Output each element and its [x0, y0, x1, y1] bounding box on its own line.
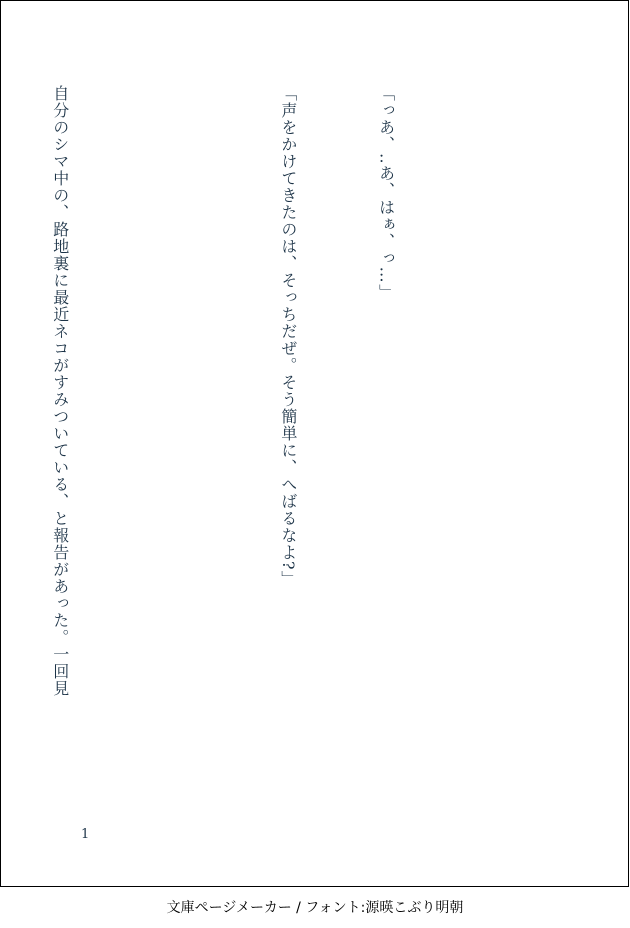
- text-line: 「っあ、‥あ、はぁ、っ…」: [376, 85, 396, 301]
- text-line: 自分のシマ中の、路地裏に最近ネコがすみついている、と報告があった。一回見: [50, 85, 70, 697]
- footer-caption: 文庫ページメーカー / フォント:源暎こぶり明朝: [166, 900, 464, 916]
- vertical-text-body: [0, 85, 532, 805]
- page-number: 1: [81, 827, 90, 842]
- text-line: 「声をかけてきたのは、そっちだぜ。そう簡単に、へばるなよ?」: [278, 85, 298, 588]
